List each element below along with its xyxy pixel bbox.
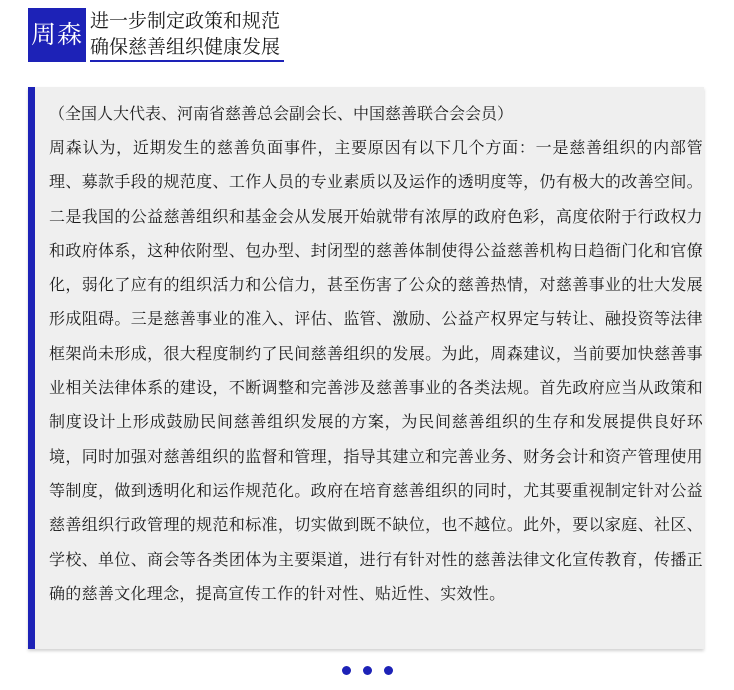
- name-tag: 周森: [28, 8, 86, 62]
- dot-icon: [363, 666, 372, 675]
- headline-line-1: 进一步制定政策和规范: [90, 10, 281, 32]
- article-header: [28, 8, 284, 62]
- body-paragraph: 周森认为，近期发生的慈善负面事件，主要原因有以下几个方面：一是慈善组织的内部管理、募款手段的规范度、工作人员的专业素质以及运作的透明度等，仍有极大的改善空间。二是我国的公益慈善组织和基金会从发展开始就带有浓厚的政府色彩，高度依附于行政权力和政府体系，这种依附型、包办型、封闭型的慈善体制使得公益慈善机构日趋衙门化和官僚化，弱化了应有的组织活力和公信力，甚至伤害了公众的慈善热情，对慈善事业的壮大发展形成阻碍。三是慈善事业的准入、评估、监管、激励、公益产权界定与转让、融投资等法律框架尚未形成，很大程度制约了民间慈善组织的发展。为此，周森建议，当前要加快慈善事业相关法律体系的建设，不断调整和完善涉及慈善事业的各类法规。首先政府应当从政策和制度设计上形成鼓励民间慈善组织发展的方案，为民间慈善组织的生存和发展提供良好环境，同时加强对慈善组织的监督和管理，指导其建立和完善业务、财务会计和资产管理使用等制度，做到透明化和运作规范化。政府在培育慈善组织的同时，尤其要重视制定针对公益慈善组织行政管理的规范和标准，切实做到既不缺位，也不越位。此外，要以家庭、社区、学校、单位、商会等各类团体为主要渠道，进行有针对性的慈善法律文化宣传教育，传播正确的慈善文化理念，提高宣传工作的针对性、贴近性、实效性。: [49, 138, 703, 603]
- dot-icon: [342, 666, 351, 675]
- quote-card: [28, 87, 704, 649]
- dot-icon: [384, 666, 393, 675]
- headline-line-2: 确保慈善组织健康发展: [90, 36, 281, 58]
- speaker-identity: （全国人大代表、河南省慈善总会副会长、中国慈善联合会会员）: [49, 104, 514, 123]
- headline: [90, 8, 284, 62]
- pagination-dots: [342, 666, 393, 675]
